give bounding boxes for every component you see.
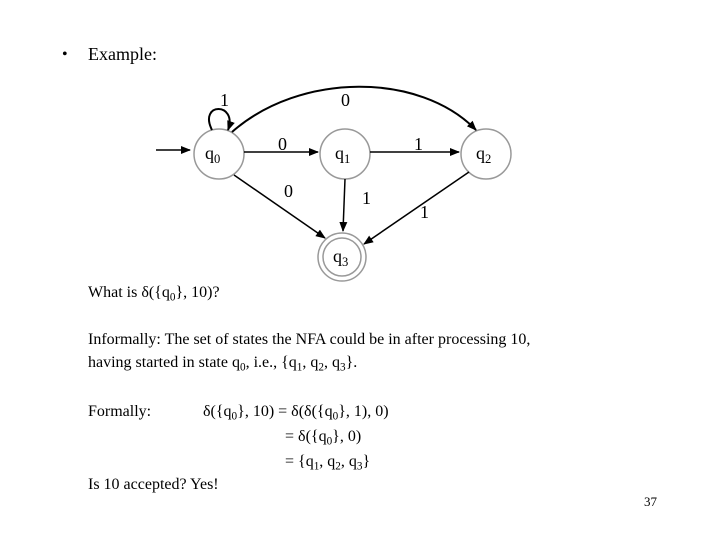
- label-q0-q1: 0: [278, 134, 287, 154]
- label-self-loop: 1: [220, 90, 229, 110]
- informal-line-2: having started in state $q_0$, i.e., {$q_1$, $q_2$, $q_3$}.: [88, 354, 358, 374]
- bullet: •: [62, 46, 68, 63]
- label-q2-q3: 1: [420, 202, 429, 222]
- edge-q2-q3: [364, 172, 469, 244]
- example-heading: Example:: [88, 44, 157, 64]
- formal-equation-3: = {$q_1$, $q_2$, $q_3$}: [285, 453, 371, 473]
- state-q0-label: $q_0$: [205, 143, 221, 166]
- label-q0-q2: 0: [341, 90, 350, 110]
- state-q2-label: $q_2$: [476, 143, 492, 166]
- label-q0-q3: 0: [284, 181, 293, 201]
- edge-q1-q3: [343, 179, 345, 231]
- informal-line-1: Informally: The set of states the NFA could be in after processing 10,: [88, 331, 531, 348]
- edge-q0-q3: [234, 175, 325, 238]
- edge-q0-self-loop: [209, 109, 230, 130]
- state-q1-label: $q_1$: [335, 143, 351, 166]
- formal-label: Formally:: [88, 403, 152, 420]
- edge-q0-q2: [232, 87, 476, 132]
- label-q1-q2: 1: [414, 134, 423, 154]
- formal-equation-1: $\delta(\{q_0\}$, $10) = \delta(\delta(\{q_0\}$, 1), 0): [203, 403, 389, 423]
- formal-equation-2: = $\delta(\{q_0\}$, 0): [285, 428, 362, 448]
- accepted-text: Is 10 accepted? Yes!: [88, 476, 219, 493]
- state-q3-label: $q_3$: [333, 246, 349, 269]
- page-number: 37: [644, 494, 657, 509]
- label-q1-q3: 1: [362, 188, 371, 208]
- question-text: What is $\delta(\{q_0\}$, 10)?: [88, 284, 220, 304]
